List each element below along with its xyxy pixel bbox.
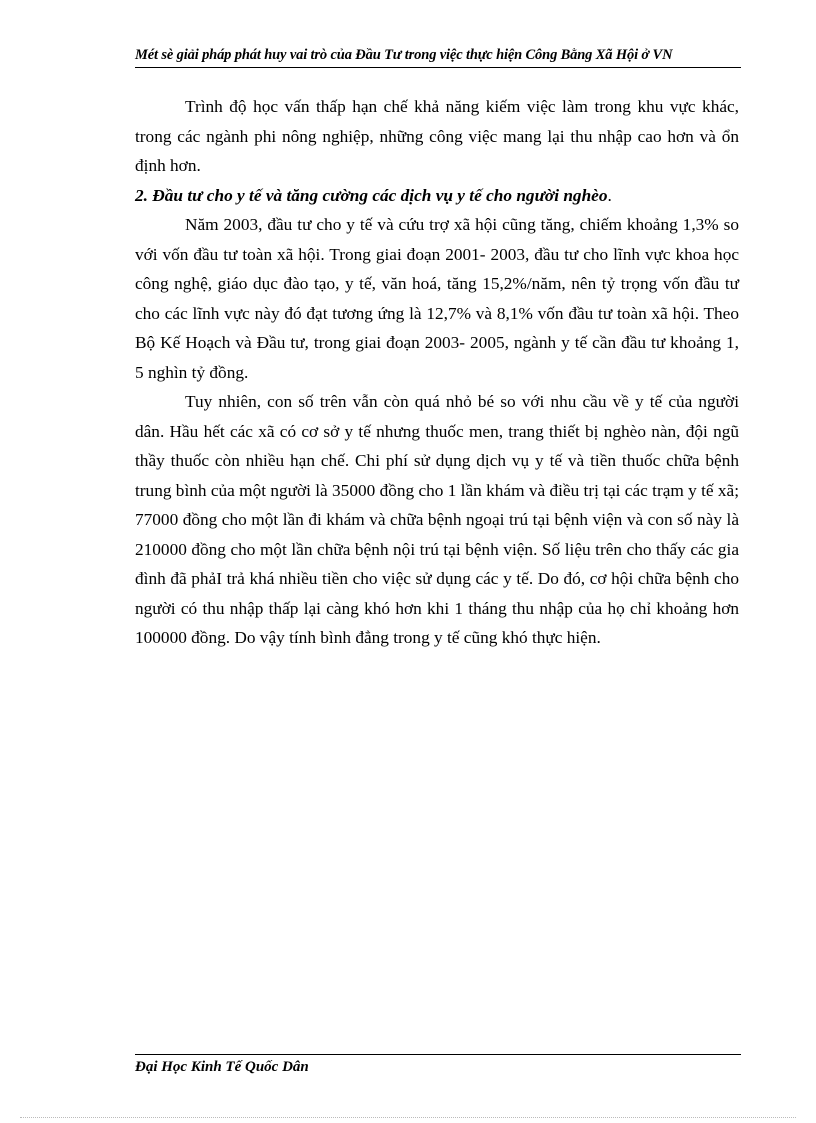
section-heading-period: . [607,185,612,205]
page-bottom-border [20,1117,796,1118]
document-body [135,92,739,653]
section-heading-text: 2. Đầu tư cho y tế và tăng cường các dịch vụ y tế cho người nghèo [135,185,608,205]
running-header: Mét sè giải pháp phát huy vai trò của Đầu Tư trong việc thực hiện Công Bằng Xã Hội ở VN [135,47,673,63]
running-footer: Đại Học Kinh Tế Quốc Dân [135,1059,309,1075]
paragraph-investment: Năm 2003, đầu tư cho y tế và cứu trợ xã hội cũng tăng, chiếm khoảng 1,3% so với vốn đầu tư toàn xã hội. Trong giai đoạn 2001- 2003, đầu tư cho lĩnh vực khoa học công nghệ, giáo dục đào tạo, y tế, văn hoá, tăng 15,2%/năm, nên tỷ trọng vốn đầu tư cho các lĩnh vực này đó đạt tương ứng là 12,7% và 8,1% vốn đầu tư toàn xã hội. Theo Bộ Kế Hoạch và Đầu tư, trong giai đoạn 2003- 2005, ngành y tế cần đầu tư khoảng 1, 5 nghìn tỷ đồng. [135,215,739,382]
footer-divider [135,1054,741,1055]
header-divider [135,67,741,68]
paragraph-health-costs: Tuy nhiên, con số trên vẫn còn quá nhỏ bé so với nhu cầu về y tế của người dân. Hầu hết các xã có cơ sở y tế nhưng thuốc men, trang thiết bị nghèo nàn, đội ngũ thầy thuốc còn nhiều hạn chế. Chi phí sử dụng dịch vụ y tế và tiền thuốc chữa bệnh trung bình của một người là 35000 đồng cho 1 lần khám và điều trị tại các trạm y tế xã; 77000 đồng cho một lần đi khám và chữa bệnh ngoại trú tại bệnh viện và con số này là 210000 đồng cho một lần chữa bệnh nội trú tại bệnh viện. Số liệu trên cho thấy các gia đình đã phảI trả khá nhiều tiền cho việc sử dụng các y tế. Do đó, cơ hội chữa bệnh cho người có thu nhập thấp lại càng khó hơn khi 1 tháng thu nhập của họ chỉ khoảng hơn 100000 đồng. Do vậy tính bình đẳng trong y tế cũng khó thực hiện. [135,392,739,647]
paragraph-education: Trình độ học vấn thấp hạn chế khả năng kiếm việc làm trong khu vực khác, trong các ngành phi nông nghiệp, những công việc mang lại thu nhập cao hơn và ổn định hơn. [135,97,739,175]
section-heading [135,181,739,211]
